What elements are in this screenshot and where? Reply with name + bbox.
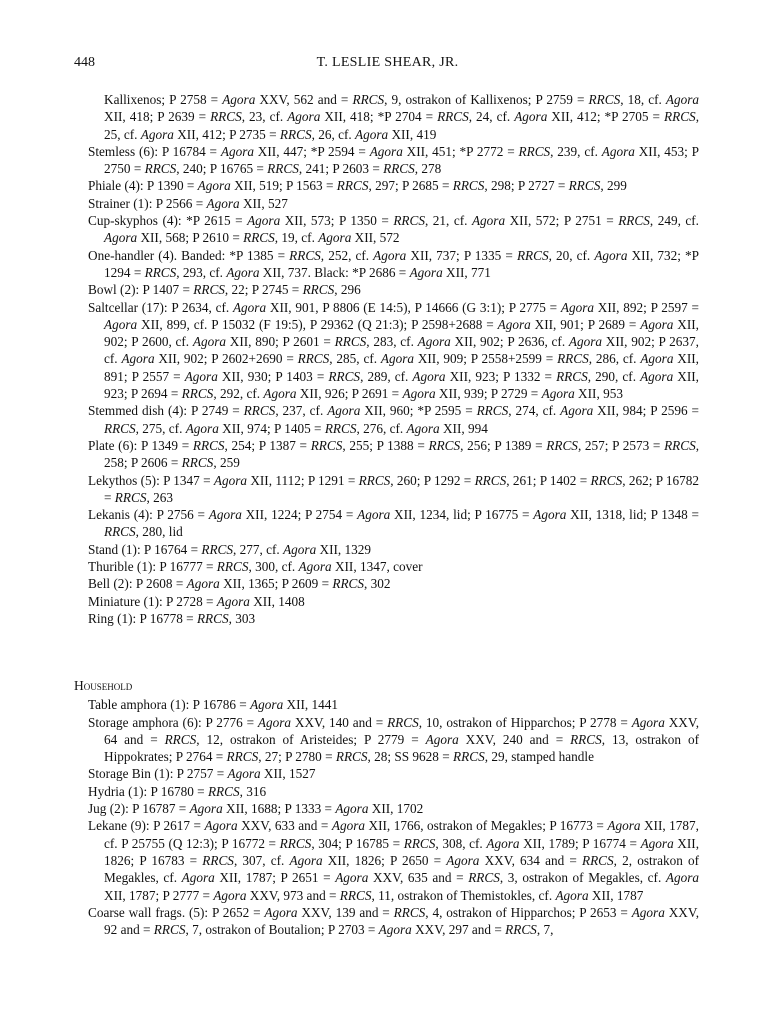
catalog-entry: Jug (2): P 16787 = Agora XII, 1688; P 1333 = Agora XII, 1702 — [88, 801, 424, 817]
catalog-entry: Table amphora (1): P 16786 = Agora XII, 1441 — [88, 697, 339, 713]
catalog-entry: One-handler (4). Banded: *P 1385 = RRCS, 252, cf. Agora XII, 737; P 1335 = RRCS, 20, cf. Agora XII, 732; *P 1294 = RRCS, 293, cf. Agora XII, 737. Black: *P 2686 = Agora XII, 771 — [88, 247, 699, 280]
catalog-entry: Strainer (1): P 2566 = Agora XII, 527 — [88, 195, 288, 211]
catalog-entry: Phiale (4): P 1390 = Agora XII, 519; P 1563 = RRCS, 297; P 2685 = RRCS, 298; P 2727 = RRCS, 299 — [88, 178, 627, 194]
running-title: T. LESLIE SHEAR, JR. — [316, 55, 459, 70]
catalog-entry: Bell (2): P 2608 = Agora XII, 1365; P 2609 = RRCS, 302 — [88, 576, 391, 592]
catalog-entry: Lekythos (5): P 1347 = Agora XII, 1112; P 1291 = RRCS, 260; P 1292 = RRCS, 261; P 1402 = RRCS, 262; P 16782 = RRCS, 263 — [88, 472, 700, 505]
catalog-entry: Cup-skyphos (4): *P 2615 = Agora XII, 573; P 1350 = RRCS, 21, cf. Agora XII, 572; P 2751 = RRCS, 249, cf. Agora XII, 568; P 2610 = RRCS, 19, cf. Agora XII, 572 — [88, 213, 699, 246]
catalog-entry: Kallixenos; P 2758 = Agora XXV, 562 and = RRCS, 9, ostrakon of Kallixenos; P 2759 = RRCS, 18, cf. Agora XII, 418; P 2639 = RRCS, 23, cf. Agora XII, 418; *P 2704 = RRCS, 24, cf. Agora XII, 412; *P 2705 = RRCS, 25, cf. Agora XII, 412; P 2735 = RRCS, 26, cf. Agora XII, 419 — [104, 92, 700, 142]
catalog-entry: Bowl (2): P 1407 = RRCS, 22; P 2745 = RRCS, 296 — [88, 282, 361, 298]
catalog-entry: Hydria (1): P 16780 = RRCS, 316 — [88, 783, 267, 799]
catalog-entry: Storage amphora (6): P 2776 = Agora XXV, 140 and = RRCS, 10, ostrakon of Hipparchos; P 2778 = Agora XXV, 64 and = RRCS, 12, ostrakon of Aristeides; P 2779 = Agora XXV, 240 and = RRCS, 13, ostrakon of Hippokrates; P 2764 = RRCS, 27; P 2780 = RRCS, 28; SS 9628 = RRCS, 29, stamped handle — [88, 714, 700, 765]
catalog-entry: Saltcellar (17): P 2634, cf. Agora XII, 901, P 8806 (E 14:5), P 14666 (G 3:1); P 2775 = Agora XII, 892; P 2597 = Agora XII, 899, cf. P 15032 (F 19:5), P 29362 (Q 21:3); P 2598+2688 = Agora XII, 901; P 2689 = Agora XII, 902; P 2600, cf. Agora XII, 890; P 2601 = RRCS, 283, cf. Agora XII, 902; P 2636, cf. Agora XII, 902; P 2637, cf. Agora XII, 902; P 2602+2690 = RRCS, 285, cf. Agora XII, 909; P 2558+2599 = RRCS, 286, cf. Agora XII, 891; P 2557 = Agora XII, 930; P 1403 = RRCS, 289, cf. Agora XII, 923; P 1332 = RRCS, 290, cf. Agora XII, 923; P 2694 = RRCS, 292, cf. Agora XII, 926; P 2691 = Agora XII, 939; P 2729 = Agora XII, 953 — [88, 299, 699, 402]
catalog-entry: Stemmed dish (4): P 2749 = RRCS, 237, cf. Agora XII, 960; *P 2595 = RRCS, 274, cf. Agora XII, 984; P 2596 = RRCS, 275, cf. Agora XII, 974; P 1405 = RRCS, 276, cf. Agora XII, 994 — [88, 403, 699, 436]
catalog-entry: Thurible (1): P 16777 = RRCS, 300, cf. Agora XII, 1347, cover — [88, 559, 423, 575]
catalog-section-1 — [74, 91, 699, 627]
catalog-entry: Stand (1): P 16764 = RRCS, 277, cf. Agora XII, 1329 — [88, 541, 372, 557]
catalog-entry: Lekane (9): P 2617 = Agora XXV, 633 and = Agora XII, 1766, ostrakon of Megakles; P 16773 = Agora XII, 1787, cf. P 25755 (Q 12:3); P 16772 = RRCS, 304; P 16785 = RRCS, 308, cf. Agora XII, 1789; P 16774 = Agora XII, 1826; P 16783 = RRCS, 307, cf. Agora XII, 1826; P 2650 = Agora XXV, 634 and = RRCS, 2, ostrakon of Megakles, cf. Agora XII, 1787; P 2651 = Agora XXV, 635 and = RRCS, 3, ostrakon of Megakles, cf. Agora XII, 1787; P 2777 = Agora XXV, 973 and = RRCS, 11, ostrakon of Themistokles, cf. Agora XII, 1787 — [88, 818, 700, 903]
catalog-section-household — [74, 677, 699, 938]
catalog-entry: Storage Bin (1): P 2757 = Agora XII, 1527 — [88, 766, 316, 782]
catalog-entry: Plate (6): P 1349 = RRCS, 254; P 1387 = RRCS, 255; P 1388 = RRCS, 256; P 1389 = RRCS, 257; P 2573 = RRCS, 258; P 2606 = RRCS, 259 — [88, 437, 700, 471]
page-header — [74, 55, 701, 75]
section-heading: Household — [74, 678, 133, 693]
catalog-entry: Miniature (1): P 2728 = Agora XII, 1408 — [88, 593, 305, 609]
catalog-entry: Ring (1): P 16778 = RRCS, 303 — [88, 610, 256, 626]
page-number: 448 — [74, 55, 95, 70]
catalog-entry: Coarse wall frags. (5): P 2652 = Agora XXV, 139 and = RRCS, 4, ostrakon of Hipparchos; P 2653 = Agora XXV, 92 and = RRCS, 7, ostrakon of Boutalion; P 2703 = Agora XXV, 297 and = RRCS, 7, — [88, 904, 700, 938]
catalog-entry: Stemless (6): P 16784 = Agora XII, 447; *P 2594 = Agora XII, 451; *P 2772 = RRCS, 239, cf. Agora XII, 453; P 2750 = RRCS, 240; P 16765 = RRCS, 241; P 2603 = RRCS, 278 — [88, 143, 700, 177]
catalog-entry: Lekanis (4): P 2756 = Agora XII, 1224; P 2754 = Agora XII, 1234, lid; P 16775 = Agora XII, 1318, lid; P 1348 = RRCS, 280, lid — [88, 507, 699, 540]
